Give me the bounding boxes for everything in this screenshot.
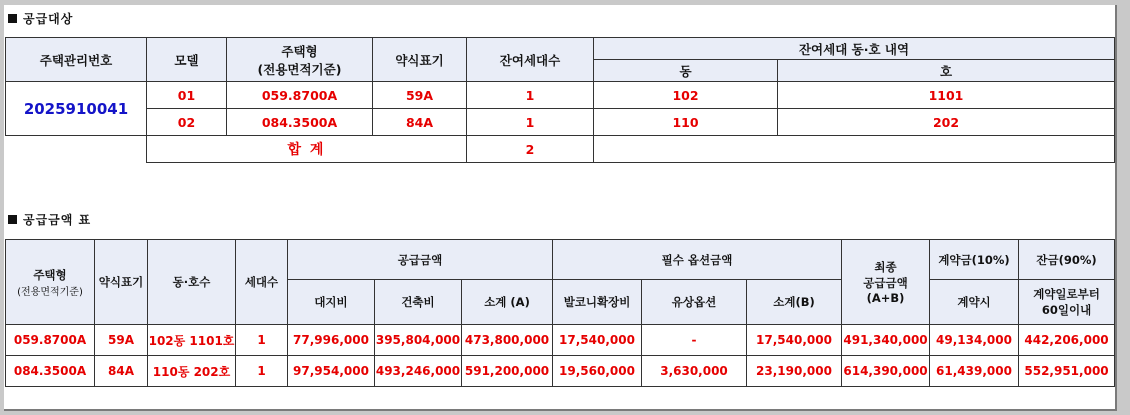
supply-price-table (5, 239, 1115, 387)
section-title-text: 공급금액 표 (23, 213, 92, 227)
cell-households: 1 (236, 325, 288, 356)
header-type-line1: 주택형 (33, 267, 67, 282)
cell-final: 491,340,000 (842, 325, 930, 356)
header-type-line2: (전용면적기준) (257, 61, 342, 77)
header-paid-option: 유상옵션 (642, 280, 747, 325)
header-land: 대지비 (288, 280, 375, 325)
header-households: 세대수 (236, 240, 288, 325)
header-balcony: 발코니확장비 (553, 280, 642, 325)
table-row (6, 325, 1115, 356)
total-label: 합 계 (147, 136, 467, 163)
cell-type: 084.3500A (6, 356, 95, 387)
header-final (842, 240, 930, 325)
cell-type: 059.8700A (227, 82, 373, 109)
header-type (6, 240, 95, 325)
section-title-text: 공급대상 (23, 12, 74, 26)
house-number: 2025910041 (6, 82, 147, 136)
cell-subtotal-a: 473,800,000 (462, 325, 553, 356)
blank-cell (594, 136, 1115, 163)
cell-ho: 202 (778, 109, 1115, 136)
header-subtotal-a: 소계 (A) (462, 280, 553, 325)
cell-balance: 442,206,000 (1019, 325, 1115, 356)
cell-unit: 110동 202호 (148, 356, 236, 387)
header-ho: 호 (778, 60, 1115, 82)
cell-count: 1 (467, 82, 594, 109)
cell-subtotal-a: 591,200,000 (462, 356, 553, 387)
cell-short: 59A (95, 325, 148, 356)
cell-ho: 1101 (778, 82, 1115, 109)
header-building: 건축비 (375, 280, 462, 325)
header-short: 약식표기 (95, 240, 148, 325)
header-short: 약식표기 (373, 38, 467, 82)
header-final-line2: 공급금액 (863, 276, 908, 290)
header-subtotal-b: 소계(B) (747, 280, 842, 325)
header-remaining: 잔여세대수 (467, 38, 594, 82)
table-row (6, 82, 1115, 109)
header-house-no: 주택관리번호 (6, 38, 147, 82)
cell-subtotal-b: 17,540,000 (747, 325, 842, 356)
cell-short: 84A (373, 109, 467, 136)
cell-deposit: 61,439,000 (930, 356, 1019, 387)
header-unit: 동·호수 (148, 240, 236, 325)
header-model: 모델 (147, 38, 227, 82)
cell-type: 084.3500A (227, 109, 373, 136)
cell-building: 395,804,000 (375, 325, 462, 356)
cell-short: 84A (95, 356, 148, 387)
header-options: 필수 옵션금액 (553, 240, 842, 280)
cell-unit: 102동 1101호 (148, 325, 236, 356)
header-final-line3: (A+B) (866, 291, 905, 305)
cell-land: 97,954,000 (288, 356, 375, 387)
cell-land: 77,996,000 (288, 325, 375, 356)
cell-paid-option: - (642, 325, 747, 356)
cell-deposit: 49,134,000 (930, 325, 1019, 356)
header-type-line2: (전용면적기준) (17, 286, 83, 298)
table-row (6, 109, 1115, 136)
cell-paid-option: 3,630,000 (642, 356, 747, 387)
header-deposit: 계약금(10%) (930, 240, 1019, 280)
document-page (4, 5, 1117, 411)
total-value: 2 (467, 136, 594, 163)
cell-model: 02 (147, 109, 227, 136)
table-row (6, 356, 1115, 387)
cell-count: 1 (467, 109, 594, 136)
header-deposit-sub: 계약시 (930, 280, 1019, 325)
header-type-line1: 주택형 (281, 43, 318, 59)
cell-building: 493,246,000 (375, 356, 462, 387)
supply-target-table (5, 37, 1115, 163)
header-supply: 공급금액 (288, 240, 553, 280)
header-dong: 동 (594, 60, 778, 82)
blank-cell (6, 136, 147, 163)
cell-subtotal-b: 23,190,000 (747, 356, 842, 387)
cell-dong: 110 (594, 109, 778, 136)
section-title-supply-target (8, 10, 73, 27)
header-balance-sub-line1: 계약일로부터 (1033, 287, 1100, 301)
square-bullet-icon (8, 14, 17, 23)
cell-short: 59A (373, 82, 467, 109)
cell-balance: 552,951,000 (1019, 356, 1115, 387)
header-balance: 잔금(90%) (1019, 240, 1115, 280)
cell-model: 01 (147, 82, 227, 109)
header-balance-sub (1019, 280, 1115, 325)
header-final-line1: 최종 (874, 260, 897, 274)
header-type (227, 38, 373, 82)
cell-type: 059.8700A (6, 325, 95, 356)
cell-balcony: 19,560,000 (553, 356, 642, 387)
total-row (6, 136, 1115, 163)
section-title-supply-price (8, 211, 91, 228)
header-detail: 잔여세대 동·호 내역 (594, 38, 1115, 60)
cell-final: 614,390,000 (842, 356, 930, 387)
cell-dong: 102 (594, 82, 778, 109)
cell-balcony: 17,540,000 (553, 325, 642, 356)
cell-households: 1 (236, 356, 288, 387)
header-balance-sub-line2: 60일이내 (1041, 303, 1092, 317)
square-bullet-icon (8, 215, 17, 224)
